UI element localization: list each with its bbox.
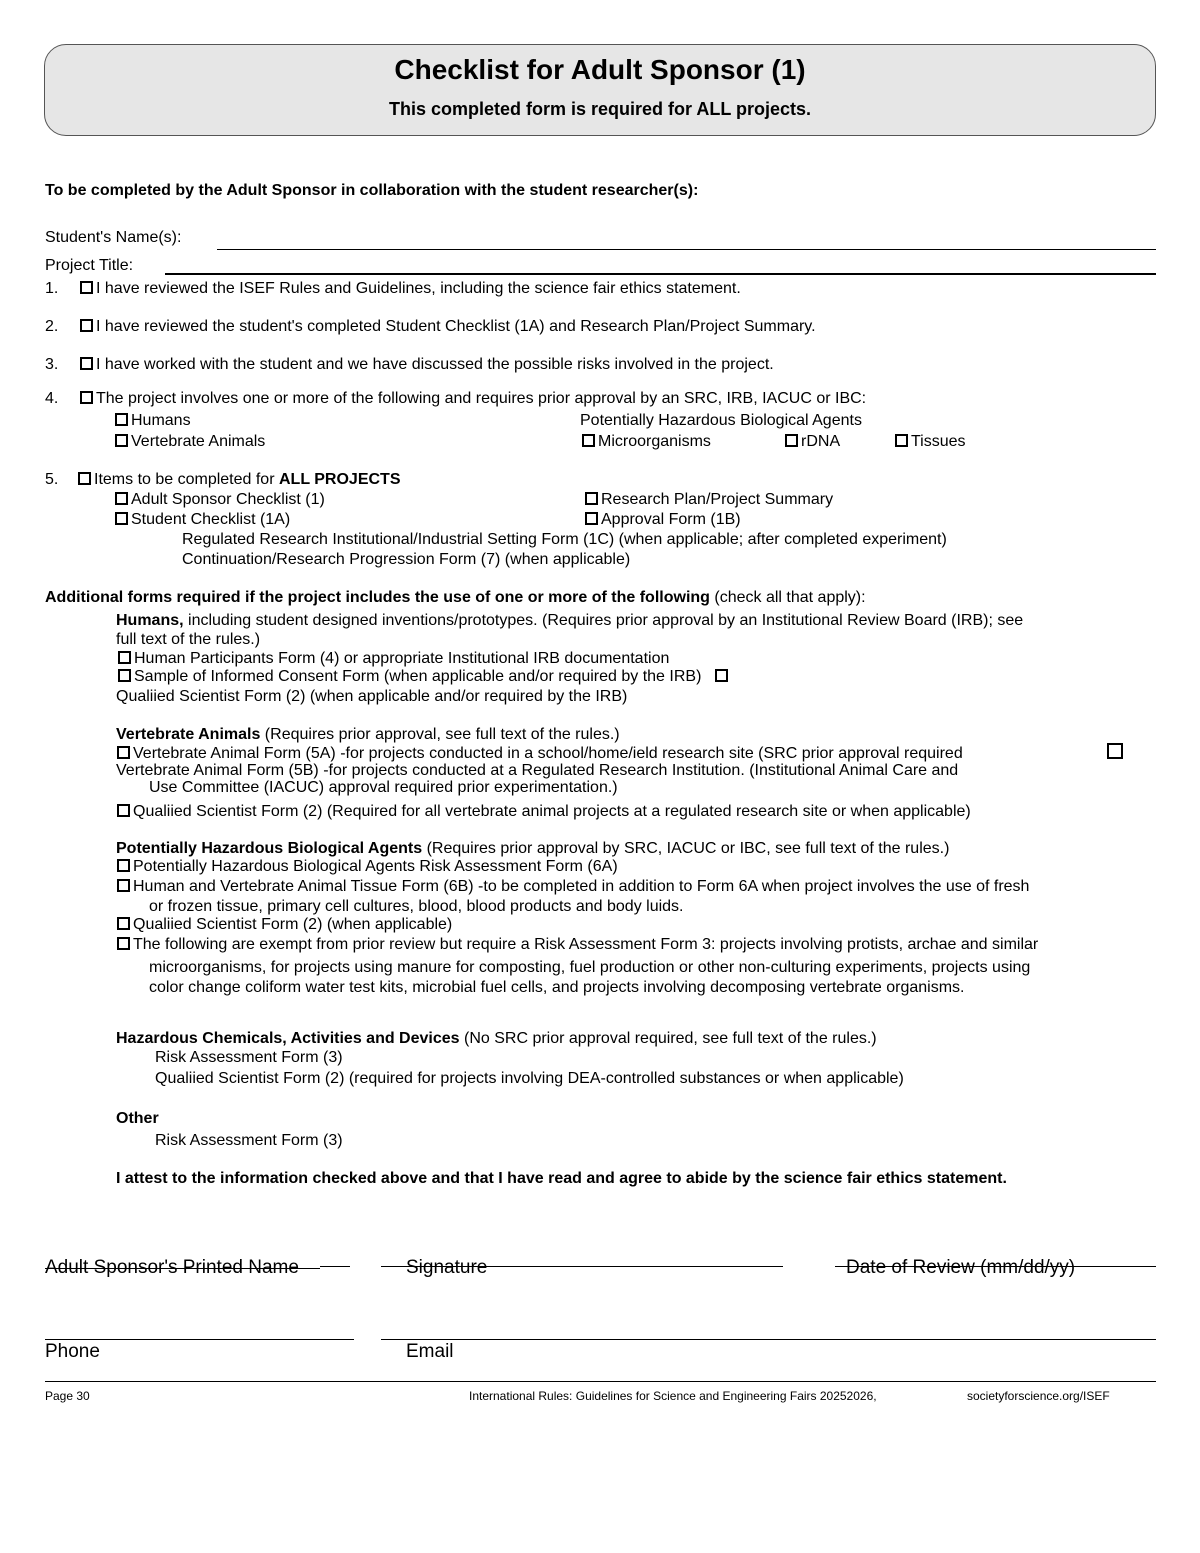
option-humans: Humans: [115, 412, 191, 430]
page-title: Checklist for Adult Sponsor (1): [394, 54, 806, 85]
checkbox-rdna[interactable]: [785, 434, 798, 447]
item-number: 4.: [45, 390, 59, 407]
checkbox-item-1[interactable]: [80, 281, 93, 294]
checkbox-tissue-6b[interactable]: [117, 879, 130, 892]
phba-section: Potentially Hazardous Biological Agents (Requires prior approval by SRC, IACUC or IBC, see full text of the rules.): [116, 840, 950, 857]
checkbox-adult-sponsor-checklist[interactable]: [115, 492, 128, 505]
checkbox-tissues[interactable]: [895, 434, 908, 447]
checkbox-item-5[interactable]: [78, 472, 91, 485]
student-name-label: Student's Name(s):: [45, 229, 182, 246]
footer-page: Page 30: [45, 1389, 90, 1403]
item-number: 2.: [45, 318, 59, 335]
item-number: 1.: [45, 280, 59, 297]
option-vertebrate-5a: Vertebrate Animal Form (5A) -for projects conducted in a school/home/ield research site (SRC prior approval required: [117, 745, 963, 763]
checkbox-approval-form[interactable]: [585, 512, 598, 525]
option-exempt-phba: The following are exempt from prior review but require a Risk Assessment Form 3: projects involving protists, archae and similar: [117, 936, 1038, 954]
checklist-item-1: I have reviewed the ISEF Rules and Guidelines, including the science fair ethics statement.: [80, 280, 741, 298]
date-line[interactable]: [835, 1266, 1156, 1267]
checklist-item-3: I have worked with the student and we have discussed the possible risks involved in the project.: [80, 356, 774, 374]
printed-name-label: Adult Sponsor's Printed Name: [45, 1257, 299, 1278]
email-label: Email: [406, 1341, 454, 1362]
item-number: 3.: [45, 356, 59, 373]
option-vertebrate-5b-cont: Use Committee (IACUC) approval required prior experimentation.): [149, 779, 618, 796]
other-section: Other: [116, 1110, 159, 1127]
attestation: I attest to the information checked above and that I have read and agree to abide by the science fair ethics statement.: [116, 1170, 1007, 1187]
option-vertebrate: Vertebrate Animals: [115, 433, 265, 451]
checkbox-vertebrate[interactable]: [115, 434, 128, 447]
checkbox-vertebrate-5a[interactable]: [117, 746, 130, 759]
checkbox-microorganisms[interactable]: [582, 434, 595, 447]
vertebrate-section: Vertebrate Animals (Requires prior approval, see full text of the rules.): [116, 726, 620, 743]
footer-site: societyforscience.org/ISEF: [967, 1389, 1110, 1403]
option-vertebrate-5b: Vertebrate Animal Form (5B) -for projects conducted at a Regulated Research Institution. (Institutional Animal Care and: [116, 762, 959, 779]
checkbox-item-4[interactable]: [80, 391, 93, 404]
checkbox-phba-6a[interactable]: [117, 859, 130, 872]
email-line[interactable]: [381, 1339, 1156, 1340]
footer-rule: [45, 1381, 1156, 1382]
checkbox-qualified-scientist-humans[interactable]: [715, 669, 728, 682]
item-number: 5.: [45, 471, 59, 488]
option-informed-consent: Sample of Informed Consent Form (when applicable and/or required by the IRB): [118, 668, 731, 686]
hazardous-section: Hazardous Chemicals, Activities and Devices (No SRC prior approval required, see full text of the rules.): [116, 1030, 877, 1047]
checkbox-item-2[interactable]: [80, 319, 93, 332]
intro-text: To be completed by the Adult Sponsor in collaboration with the student researcher(s):: [45, 182, 699, 199]
option-microorganisms: Microorganisms: [582, 433, 711, 451]
checklist-item-4: The project involves one or more of the following and requires prior approval by an SRC, IRB, IACUC or IBC:: [80, 390, 866, 408]
phone-line[interactable]: [45, 1339, 354, 1340]
printed-name-line[interactable]: [320, 1266, 350, 1267]
student-name-field[interactable]: [217, 249, 1156, 250]
checkbox-exempt-phba[interactable]: [117, 937, 130, 950]
date-label: Date of Review (mm/dd/yy): [846, 1257, 1076, 1278]
additional-heading: Additional forms required if the project includes the use of one or more of the following (check all that apply):: [45, 589, 866, 606]
checkbox-qualified-scientist-vertebrate[interactable]: [117, 804, 130, 817]
signature-line[interactable]: [381, 1266, 783, 1267]
phone-label: Phone: [45, 1341, 100, 1362]
page-subtitle: This completed form is required for ALL projects.: [388, 99, 812, 119]
phba-label: Potentially Hazardous Biological Agents: [580, 412, 862, 429]
option-research-plan: Research Plan/Project Summary: [585, 491, 833, 509]
option-approval-form: Approval Form (1B): [585, 511, 741, 529]
option-qualified-scientist-haz: Qualiied Scientist Form (2) (required for projects involving DEA-controlled substances or when applicable): [155, 1070, 904, 1087]
checkbox-student-checklist[interactable]: [115, 512, 128, 525]
option-regulated-research: Regulated Research Institutional/Industrial Setting Form (1C) (when applicable; after completed experiment): [182, 531, 947, 548]
option-qualified-scientist-phba: Qualiied Scientist Form (2) (when applicable): [117, 916, 452, 934]
printed-name-strike: [45, 1268, 320, 1269]
project-title-label: Project Title:: [45, 257, 134, 274]
checklist-item-5: Items to be completed for ALL PROJECTS: [78, 471, 400, 489]
option-exempt-phba-cont: microorganisms, for projects using manure for composting, fuel production or other non-culturing experiments, projects using: [149, 959, 1031, 976]
option-adult-sponsor-checklist: Adult Sponsor Checklist (1): [115, 491, 325, 509]
option-qualified-scientist-vertebrate: Qualiied Scientist Form (2) (Required for all vertebrate animal projects at a regulated research site or when applicable): [117, 803, 971, 821]
option-phba-6a: Potentially Hazardous Biological Agents Risk Assessment Form (6A): [117, 858, 618, 876]
option-tissues: Tissues: [895, 433, 966, 451]
checkbox-qualified-scientist-phba[interactable]: [117, 917, 130, 930]
option-qualified-scientist-humans: Qualiied Scientist Form (2) (when applicable and/or required by the IRB): [116, 688, 628, 705]
checklist-item-2: I have reviewed the student's completed Student Checklist (1A) and Research Plan/Project Summary.: [80, 318, 816, 336]
project-title-field[interactable]: [165, 273, 1156, 275]
option-tissue-6b-cont: or frozen tissue, primary cell cultures, blood, blood products and body luids.: [149, 898, 684, 915]
checkbox-informed-consent[interactable]: [118, 669, 131, 682]
option-continuation: Continuation/Research Progression Form (7) (when applicable): [182, 551, 631, 568]
option-student-checklist: Student Checklist (1A): [115, 511, 290, 529]
option-tissue-6b: Human and Vertebrate Animal Tissue Form (6B) -to be completed in addition to Form 6A when project involves the use of fresh: [117, 878, 1029, 896]
footer-center: International Rules: Guidelines for Science and Engineering Fairs 20252026,: [469, 1389, 877, 1403]
checkbox-human-participants[interactable]: [118, 651, 131, 664]
option-human-participants: Human Participants Form (4) or appropriate Institutional IRB documentation: [118, 650, 669, 668]
option-risk-assessment-other: Risk Assessment Form (3): [155, 1132, 343, 1149]
checkbox-humans[interactable]: [115, 413, 128, 426]
option-exempt-phba-cont2: color change coliform water test kits, microbial fuel cells, and projects involving decomposing vertebrate organisms.: [149, 979, 965, 996]
option-rdna: rDNA: [785, 433, 840, 451]
humans-section-cont: full text of the rules.): [116, 631, 261, 648]
checkbox-vertebrate-5b[interactable]: [1107, 743, 1126, 763]
checkbox-item-3[interactable]: [80, 357, 93, 370]
option-risk-assessment-haz: Risk Assessment Form (3): [155, 1049, 343, 1066]
humans-section: Humans, including student designed inventions/prototypes. (Requires prior approval by an Institutional Review Board (IRB); see: [116, 612, 1024, 629]
signature-label: Signature: [406, 1257, 488, 1278]
checkbox-research-plan[interactable]: [585, 492, 598, 505]
